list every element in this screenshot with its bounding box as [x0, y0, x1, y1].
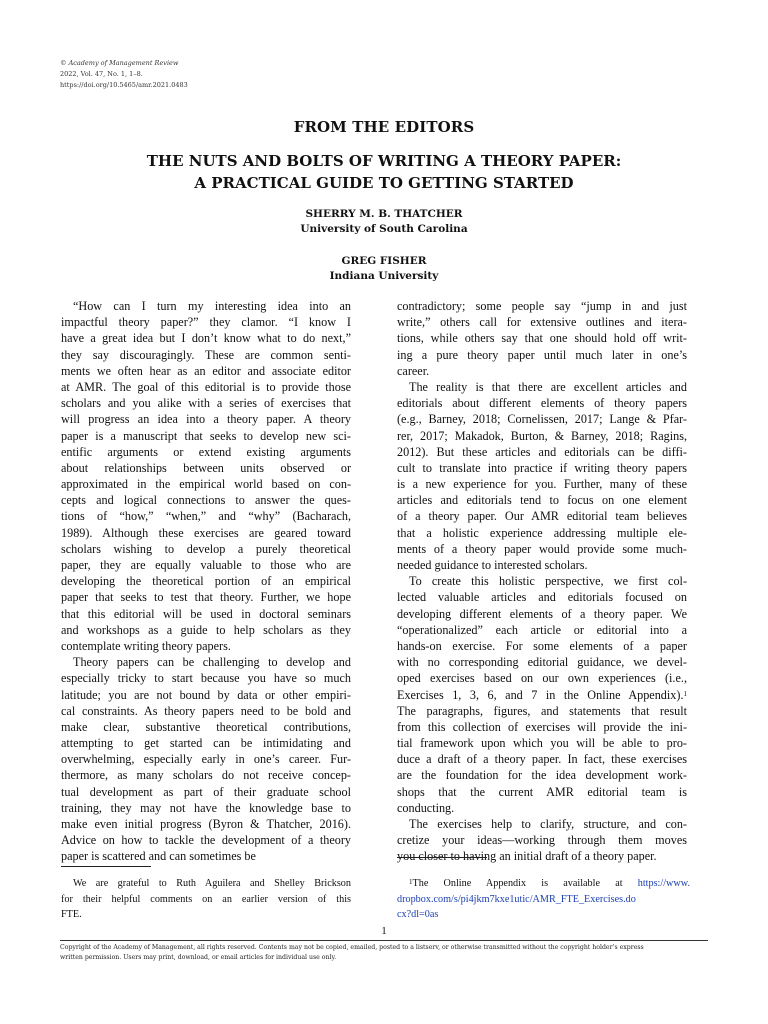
text-line	[397, 573, 687, 589]
line-text: developing different elements of a theory paper. We	[397, 606, 687, 621]
line-text: that a holistic experience addressing multiple ele-	[397, 525, 687, 540]
text-line	[397, 557, 687, 573]
journal-name: © Academy of Management Review	[60, 59, 179, 67]
section-label: FROM THE EDITORS	[293, 118, 475, 136]
doi-link[interactable]: https://doi.org/10.5465/amr.2021.0483	[60, 81, 188, 89]
text-line	[61, 444, 351, 460]
copyright-notice	[60, 943, 708, 963]
line-text: hands-on exercise. For some elements of a paper	[397, 638, 687, 653]
text-line	[61, 784, 351, 800]
line-text: cal constraints. As theory papers need to be bold and	[61, 703, 351, 718]
text-line	[61, 638, 351, 654]
line-text: they say discouragingly. These are common senti-	[61, 347, 351, 362]
text-line	[61, 670, 351, 686]
text-line	[61, 719, 351, 735]
line-text: thermore, as many scholars do not receive concep-	[61, 768, 351, 783]
line-text: with no corresponding editorial guidance, we devel-	[397, 655, 687, 670]
text-line	[397, 816, 687, 832]
text-line	[61, 654, 351, 670]
appendix-link[interactable]: dropbox.com/s/pi4jkm7kxe1utic/AMR_FTE_Exercises.do	[397, 893, 636, 905]
page-number: 1	[381, 925, 387, 937]
line-text: The reality is that there are excellent articles and	[409, 379, 687, 394]
line-text: contradictory; some people say “jump in and just	[397, 299, 687, 313]
line-text: overwhelming, especially early in one’s career. Fur-	[61, 752, 351, 767]
line-text: conducting.	[397, 800, 455, 815]
line-text: ing a pure theory paper until much later in one’s	[397, 347, 687, 362]
appendix-link[interactable]: https://www.	[637, 878, 690, 889]
line-text: at AMR. The goal of this editorial is to provide those	[61, 379, 351, 394]
line-text: shops that the current AMR editorial team is	[397, 784, 687, 799]
line-text: you closer to having an initial draft of a theory paper.	[397, 849, 657, 864]
text-line	[397, 638, 687, 654]
footnote-rule	[397, 857, 487, 858]
line-text: Advice on how to tackle the development of a theory	[61, 833, 351, 848]
text-line	[61, 606, 351, 622]
footnote-line: FTE.	[61, 909, 82, 920]
text-line	[397, 703, 687, 719]
line-text: career.	[397, 363, 430, 378]
line-text: paper that seeks to test that theory. Further, we hope	[61, 590, 351, 605]
line-text: contemplate writing theory papers.	[61, 638, 231, 653]
author-block	[0, 207, 768, 237]
line-text: To create this holistic perspective, we first col-	[409, 574, 687, 589]
line-text: cretize your ideas—working through them moves	[397, 833, 687, 848]
footnote-marker: 1	[409, 878, 413, 886]
text-line	[397, 298, 687, 314]
footnote-marker[interactable]: 1	[683, 689, 687, 698]
footnote-line	[397, 907, 690, 923]
line-text: entific arguments or extend existing arguments	[61, 444, 351, 459]
line-text: articles and editorials tend to focus on one element	[397, 493, 687, 508]
volume-info: 2022, Vol. 47, No. 1, 1–8.	[60, 70, 143, 78]
text-line	[61, 363, 351, 379]
footnote-line	[397, 876, 690, 892]
author-block	[0, 254, 768, 284]
line-text: scholars wishing to develop a purely theoretical	[61, 541, 351, 556]
line-text: The exercises help to clarify, structure, and con-	[409, 817, 687, 831]
body-column-right	[397, 298, 687, 865]
line-text: developing the theoretical portion of an empirical	[61, 574, 351, 589]
line-text: (e.g., Barney, 2018; Cornelissen, 2017; Lange & Pfar-	[397, 412, 687, 427]
line-text: paper, they are equally valuable to those who are	[61, 558, 351, 572]
text-line	[61, 557, 351, 573]
author-affiliation: Indiana University	[329, 270, 439, 282]
line-text: The paragraphs, figures, and statements that result	[397, 703, 687, 718]
text-line	[397, 589, 687, 605]
line-text: is a new experience for you. Further, many of these	[397, 477, 687, 492]
text-line	[397, 784, 687, 800]
line-text: “How can I turn my interesting idea into an	[73, 299, 351, 313]
text-line	[61, 460, 351, 476]
text-line	[61, 767, 351, 783]
title-line: THE NUTS AND BOLTS OF WRITING A THEORY PAPER:	[146, 152, 622, 170]
line-text: Theory papers can be challenging to develop and	[73, 655, 351, 670]
text-line	[61, 687, 351, 703]
line-text: from this collection of exercises will provide the ini-	[397, 719, 687, 734]
line-text: training, they may not have the knowledge base to	[61, 800, 351, 815]
footnote-rule	[61, 866, 151, 867]
text-line	[397, 395, 687, 411]
line-text: ments we often hear as an editor and associate editor	[61, 363, 351, 378]
line-text: cult to translate into practice if writing theory papers	[397, 460, 687, 475]
text-line	[397, 751, 687, 767]
line-text: approximated in the empirical world based on con-	[61, 477, 351, 492]
line-text: will progress an idea into a theory paper. A theory	[61, 412, 351, 427]
author-affiliation: University of South Carolina	[300, 223, 468, 235]
footnote-line: We are grateful to Ruth Aguilera and Shelley Brickson	[73, 878, 351, 889]
text-line	[397, 541, 687, 557]
line-text: and workshops as a guide to help scholars as they	[61, 622, 351, 637]
text-line	[61, 751, 351, 767]
text-line	[397, 444, 687, 460]
text-line	[397, 508, 687, 524]
line-text: needed guidance to interested scholars.	[397, 558, 588, 572]
journal-header	[60, 58, 360, 91]
text-line	[61, 379, 351, 395]
text-line	[61, 816, 351, 832]
text-line	[61, 832, 351, 848]
text-line	[397, 492, 687, 508]
text-line	[397, 719, 687, 735]
body-column-left	[61, 298, 351, 865]
text-line	[397, 687, 687, 703]
copyright-line: written permission. Users may print, download, or email articles for individual use only.	[60, 954, 337, 961]
line-text: oped exercises based on our own experiences (i.e.,	[397, 671, 687, 686]
footnote-line: for their helpful comments on an earlier version of this	[61, 893, 351, 905]
text-line	[397, 379, 687, 395]
text-line	[397, 622, 687, 638]
acknowledgment-footnote	[61, 876, 351, 923]
text-line	[397, 670, 687, 686]
text-line	[61, 330, 351, 346]
line-text: write,” others call for extensive outlines and itera-	[397, 315, 687, 330]
author-name: SHERRY M. B. THATCHER	[305, 208, 463, 220]
line-text: paper is scattered and can sometimes be	[61, 849, 256, 864]
line-text: lected valuable articles and editorials focused on	[397, 590, 687, 605]
line-text: that this editorial will be used in doctoral seminars	[61, 606, 351, 621]
copyright-rule	[60, 940, 708, 941]
author-name: GREG FISHER	[341, 255, 427, 267]
text-line	[397, 832, 687, 848]
text-line	[397, 330, 687, 346]
line-text: especially tricky to start because you have so much	[61, 671, 351, 686]
text-line	[397, 800, 687, 816]
text-line	[61, 573, 351, 589]
line-text: rer, 2017; Makadok, Burton, & Barney, 2018; Ragins,	[397, 428, 687, 443]
text-line	[397, 428, 687, 444]
line-text: have a great idea but I don’t know what to do next,”	[61, 331, 351, 346]
footnote-line	[397, 892, 690, 908]
text-line	[397, 314, 687, 330]
copyright-line: Copyright of the Academy of Management, all rights reserved. Contents may not be copied, emailed, posted to a listserv, or otherwise transmitted without the copyright holder’s express	[60, 944, 644, 951]
line-text: Exercises 1, 3, 6, and 7 in the Online Appendix).	[397, 687, 684, 702]
line-text: are the foundation for the idea development work-	[397, 768, 687, 783]
line-text: 2012). But these articles and editorials can be diffi-	[397, 444, 687, 459]
line-text: make even initial progress (Byron & Thatcher, 2016).	[61, 817, 351, 831]
text-line	[61, 298, 351, 314]
text-line	[397, 654, 687, 670]
text-line	[61, 800, 351, 816]
line-text: scholars and you alike with a series of exercises that	[61, 396, 351, 411]
text-line	[61, 589, 351, 605]
line-text: tual development as part of their graduate school	[61, 784, 351, 799]
line-text: latitude; you are not bound by data or other empiri-	[61, 687, 351, 702]
text-line	[61, 622, 351, 638]
line-text: impactful theory paper?” they clamor. “I know I	[61, 315, 351, 330]
appendix-footnote	[397, 876, 690, 923]
text-line	[61, 314, 351, 330]
text-line	[61, 735, 351, 751]
appendix-link[interactable]: cx?dl=0as	[397, 909, 439, 920]
text-line	[61, 703, 351, 719]
text-line	[397, 525, 687, 541]
line-text: make clear, substantive theoretical contributions,	[61, 719, 351, 734]
text-line	[61, 347, 351, 363]
line-text: about relationships between units observed or	[61, 460, 351, 475]
text-line	[61, 508, 351, 524]
text-line	[397, 767, 687, 783]
line-text: paper is a manuscript that seeks to develop new sci-	[61, 428, 351, 443]
text-line	[61, 848, 351, 864]
line-text: tial framework upon which you will be able to pro-	[397, 736, 687, 751]
text-line	[61, 476, 351, 492]
text-line	[61, 395, 351, 411]
line-text: duce a draft of a theory paper. In fact, these exercises	[397, 752, 687, 767]
text-line	[61, 411, 351, 427]
line-text: “operationalized” each article or editorial into a	[397, 622, 687, 637]
line-text: tions, while others say that one should hold off writ-	[397, 331, 687, 346]
text-line	[397, 347, 687, 363]
text-line	[397, 460, 687, 476]
title-line: A PRACTICAL GUIDE TO GETTING STARTED	[194, 174, 574, 192]
line-text: cepts and logical connections to answer the ques-	[61, 493, 351, 508]
text-line	[61, 492, 351, 508]
text-line	[397, 411, 687, 427]
line-text: tions of “how,” “when,” and “why” (Bacharach,	[61, 509, 351, 524]
text-line	[397, 363, 687, 379]
text-line	[61, 541, 351, 557]
text-line	[61, 525, 351, 541]
text-line	[397, 606, 687, 622]
line-text: attempting to get started can be intimidating and	[61, 736, 351, 751]
text-line	[397, 735, 687, 751]
line-text: editorials about different elements of theory papers	[397, 396, 687, 411]
footnote-text: The Online Appendix is available at	[412, 878, 638, 889]
article-title	[100, 150, 668, 194]
text-line	[397, 476, 687, 492]
line-text: ments of a theory paper would provide some much-	[397, 541, 687, 556]
line-text: 1989). Although these exercises are geared toward	[61, 525, 351, 540]
line-text: of a theory paper. Our AMR editorial team believes	[397, 509, 687, 524]
text-line	[61, 428, 351, 444]
